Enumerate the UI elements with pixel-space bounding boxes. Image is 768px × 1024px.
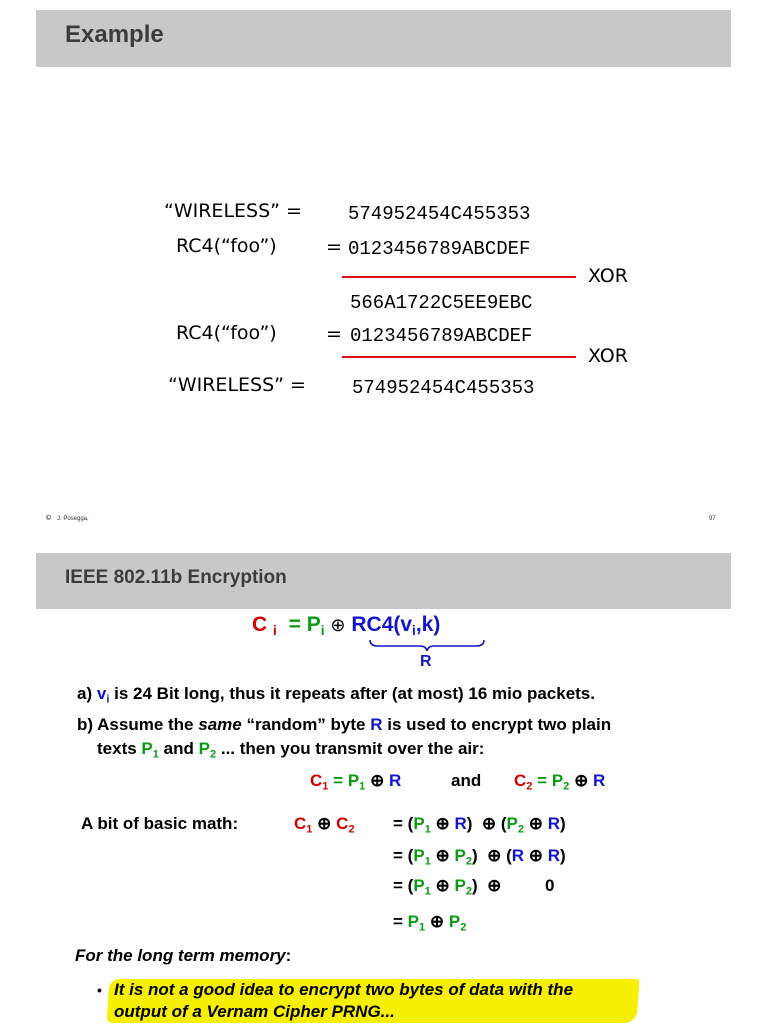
memory-label: For the long term memory: (75, 946, 292, 965)
transmit-and: and (451, 771, 482, 790)
math-label: A bit of basic math: (81, 814, 239, 833)
math-line-2: = ($P_1$ ⊕ $P_2$) ⊕ (R ⊕ R) (393, 846, 566, 868)
math-line-1: = ($P_1$ ⊕ R) ⊕ ($P_2$ ⊕ R) (393, 814, 566, 836)
bullet-icon: • (97, 982, 102, 998)
transmit-c1: $C_1 = P_1$ ⊕ R (310, 771, 402, 793)
page-number: 97 (709, 516, 716, 522)
xor-line-1 (342, 276, 576, 278)
footer-copyright-icon: © (46, 515, 52, 522)
point-b-line1: b) Assume the same “random” byte R is used to encrypt two plain (77, 715, 612, 734)
note-line-1: It is not a good idea to encrypt two bytes of data with the (114, 980, 574, 999)
underbrace-icon (368, 638, 486, 652)
row-eq-rc4-1: = (326, 236, 342, 258)
note-line-2: output of a Vernam Cipher PRNG... (114, 1002, 395, 1021)
encryption-formula: C $_i = P_i$ ⊕ $RC4(v_i,k)$ (252, 613, 441, 639)
math-zero: 0 (545, 876, 555, 895)
slide-header (36, 10, 731, 67)
point-a: a) $v_i$ is 24 Bit long, thus it repeats after (at most) 16 mio packets. (77, 684, 595, 706)
row-value-rc4-1: 0123456789ABCDEF (348, 238, 531, 260)
math-line-4: = $P_1$ ⊕ $P_2$ (393, 912, 467, 934)
row-eq-rc4-2: = (326, 323, 342, 345)
row-label-rc4-1: RC4(“foo”) (176, 235, 277, 257)
slide-header-2 (36, 553, 731, 609)
point-b-line2: texts $P_1$ and $P_2$ ... then you transmit over the air: (97, 739, 485, 761)
xor-line-2 (342, 356, 576, 358)
row-value-result: 566A1722C5EE9EBC (350, 292, 533, 314)
row-label-rc4-2: RC4(“foo”) (176, 322, 277, 344)
xor-label-2: XOR (588, 345, 628, 367)
math-lhs: $C_1$ ⊕ $C_2$ (294, 814, 355, 836)
transmit-c2: $C_2 = P_2$ ⊕ R (514, 771, 606, 793)
slide-title: Example (65, 21, 164, 48)
row-value-wireless-1: 574952454C455353 (348, 203, 531, 225)
row-label-wireless-2: “WIRELESS” = (168, 374, 306, 396)
footer-author: J. Posegga, (57, 516, 89, 522)
math-line-3: = ($P_1$ ⊕ $P_2$) ⊕ (393, 876, 502, 898)
row-label-wireless-1: “WIRELESS” = (164, 200, 302, 222)
row-value-wireless-2: 574952454C455353 (352, 377, 535, 399)
xor-label-1: XOR (588, 265, 628, 287)
row-value-rc4-2: 0123456789ABCDEF (350, 325, 533, 347)
brace-label: R (420, 653, 432, 670)
slide-title-2: IEEE 802.11b Encryption (65, 567, 287, 588)
